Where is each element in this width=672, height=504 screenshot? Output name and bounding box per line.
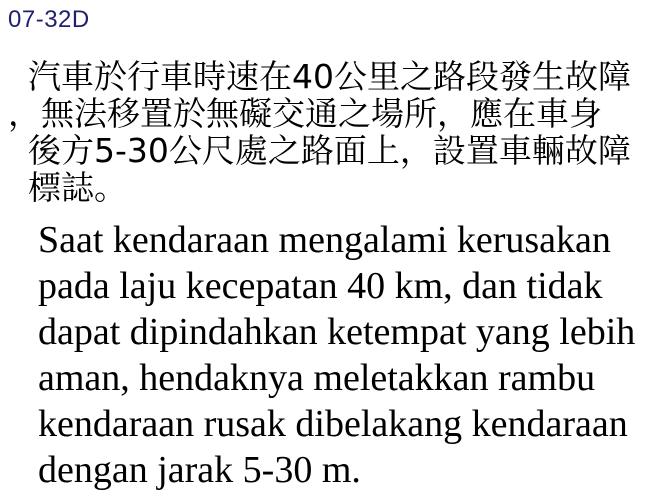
chinese-line: 汽車於行車時速在40公里之路段發生故障 [28, 57, 631, 96]
indonesian-line: pada laju kecepatan 40 km, dan tidak [38, 265, 603, 307]
indonesian-line: dapat dipindahkan ketempat yang lebih [38, 311, 636, 353]
indonesian-line: aman, hendaknya meletakkan rambu [38, 357, 596, 399]
indonesian-paragraph [38, 217, 664, 493]
indonesian-line: dengan jarak 5-30 m. [38, 449, 361, 491]
indonesian-line: Saat kendaraan mengalami kerusakan [38, 219, 611, 261]
chinese-paragraph [8, 57, 664, 207]
indonesian-line: kendaraan rusak dibelakang kendaraan [38, 403, 628, 445]
document-code-label: 07-32D [8, 6, 90, 33]
chinese-line: ，無法移置於無礙交通之場所，應在車身 [8, 94, 602, 133]
chinese-line: 後方5-30公尺處之路面上，設置車輛故障 [28, 131, 631, 170]
chinese-line: 標誌。 [28, 168, 127, 207]
